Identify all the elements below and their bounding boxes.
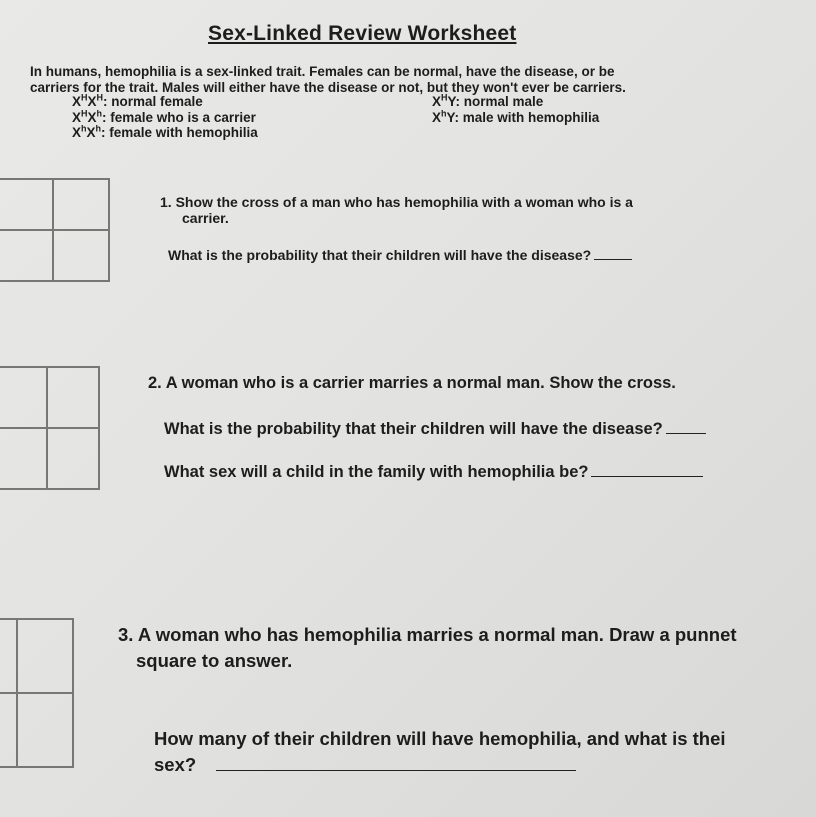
genotype-normal-female: $X^HX^H$: normal female [72, 92, 203, 109]
punnett-cell[interactable] [53, 230, 109, 281]
punnett-square-1[interactable] [0, 178, 110, 282]
genotype-hemophilia-female: $X^hX^h$: female with hemophilia [72, 123, 258, 140]
punnett-square-2[interactable] [0, 366, 100, 490]
q2-probability-blank[interactable] [666, 432, 706, 434]
punnett-cell[interactable] [0, 367, 47, 428]
punnett-cell[interactable] [17, 693, 73, 767]
intro-line-2: carriers for the trait. Males will either have the disease or not, but they won't ever be carriers. [30, 80, 626, 95]
q3-answer-blank[interactable] [216, 770, 576, 771]
worksheet-title: Sex-Linked Review Worksheet [208, 22, 517, 45]
q3-text-line-2: square to answer. [136, 650, 293, 671]
q2-sex-question: What sex will a child in the family with hemophilia be? [164, 463, 703, 482]
q1-text-line-2: carrier. [182, 210, 229, 226]
punnett-cell[interactable] [47, 367, 99, 428]
genotype-carrier-female: $X^HX^h$: female who is a carrier [72, 108, 256, 125]
punnett-cell[interactable] [17, 619, 73, 693]
genotype-hemophilia-male: $X^hY$: male with hemophilia [432, 108, 600, 125]
q1-probability-question: What is the probability that their children will have the disease? [168, 247, 632, 263]
intro-line-1: In humans, hemophilia is a sex-linked trait. Females can be normal, have the disease, or be [30, 64, 615, 79]
punnett-cell[interactable] [0, 230, 53, 281]
punnett-cell[interactable] [0, 619, 17, 693]
genotype-normal-male: $X^HY$: normal male [432, 92, 544, 109]
q1-answer-blank[interactable] [594, 258, 632, 260]
punnett-square-3[interactable] [0, 618, 74, 768]
q2-sex-blank[interactable] [591, 475, 703, 477]
q2-text-line-1: 2. A woman who is a carrier marries a normal man. Show the cross. [148, 374, 676, 392]
q2-probability-question: What is the probability that their children will have the disease? [164, 420, 706, 439]
q3-text-line-3: How many of their children will have hemophilia, and what is thei [154, 728, 726, 749]
q3-text-line-4: sex? [154, 754, 197, 775]
punnett-cell[interactable] [0, 693, 17, 767]
q1-text-line-1: 1. Show the cross of a man who has hemophilia with a woman who is a [160, 194, 633, 210]
punnett-cell[interactable] [0, 428, 47, 489]
q3-text-line-1: 3. A woman who has hemophilia marries a normal man. Draw a punnet [118, 624, 737, 645]
punnett-cell[interactable] [47, 428, 99, 489]
punnett-cell[interactable] [0, 179, 53, 230]
punnett-cell[interactable] [53, 179, 109, 230]
